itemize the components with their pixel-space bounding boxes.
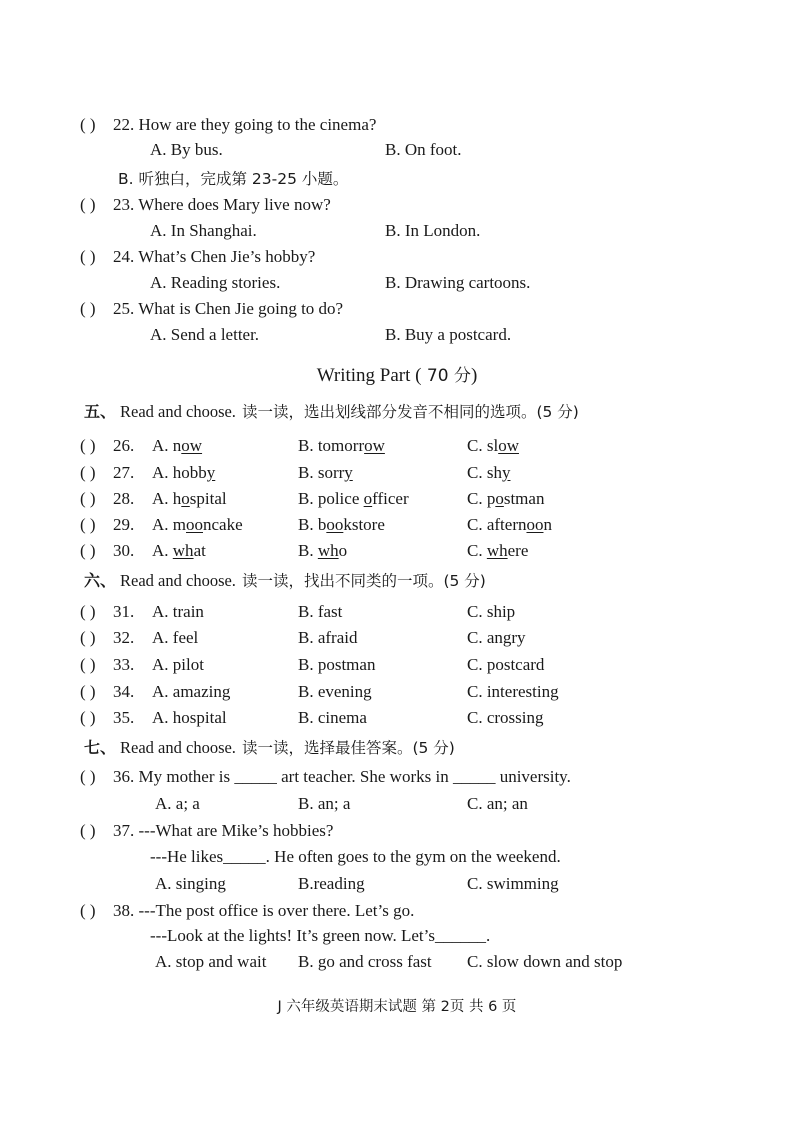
question-24: [0, 248, 794, 270]
answer-blank[interactable]: ( ): [80, 115, 96, 134]
answer-blank[interactable]: ( ): [80, 195, 96, 214]
question-number: 31.: [113, 602, 135, 621]
question-37: [0, 822, 794, 844]
question-30: [0, 542, 794, 564]
question-stem: 24. What’s Chen Jie’s hobby?: [113, 247, 316, 266]
answer-blank[interactable]: ( ): [80, 463, 96, 482]
option-c: C. where: [467, 541, 529, 560]
answer-blank[interactable]: ( ): [80, 628, 96, 647]
answer-blank[interactable]: ( ): [80, 247, 96, 266]
answer-blank[interactable]: ( ): [80, 299, 96, 318]
option-c: C. afternoon: [467, 515, 552, 534]
answer-blank[interactable]: ( ): [80, 541, 96, 560]
option-b: B. bookstore: [298, 515, 385, 534]
option-a: A. what: [152, 541, 206, 560]
option-b: B. sorry: [298, 463, 353, 482]
option-b: B. Drawing cartoons.: [385, 273, 531, 292]
section-7-heading: 七、 Read and choose. 读一读，选择最佳答案。(5 分): [84, 738, 455, 757]
page-footer: J 六年级英语期末试题 第 2页 共 6 页: [277, 999, 517, 1015]
option-b: B. In London.: [385, 221, 481, 240]
option-b: B. tomorrow: [298, 436, 385, 455]
question-36-options: [0, 795, 794, 817]
option-a: A. hospital: [152, 489, 227, 508]
option-b: B. Buy a postcard.: [385, 325, 512, 344]
question-number: 27.: [113, 463, 135, 482]
answer-blank[interactable]: ( ): [80, 682, 96, 701]
question-stem: 38. ---The post office is over there. Let’s go.: [113, 901, 415, 920]
option-a: A. mooncake: [152, 515, 243, 534]
question-35: [0, 709, 794, 731]
question-23-options: [0, 222, 794, 244]
option-c: C. slow down and stop: [467, 952, 623, 971]
option-c: C. crossing: [467, 708, 544, 727]
question-37-options: [0, 875, 794, 897]
part-title: Writing Part ( 70 分): [316, 365, 478, 386]
option-b: B. go and cross fast: [298, 952, 432, 971]
option-c: C. interesting: [467, 682, 559, 701]
question-25: [0, 300, 794, 322]
option-b: B. postman: [298, 655, 376, 674]
option-b: B. evening: [298, 682, 372, 701]
option-a: A. By bus.: [150, 140, 223, 159]
question-38: [0, 902, 794, 924]
question-34: [0, 683, 794, 705]
option-a: A. amazing: [152, 682, 231, 701]
option-a: A. train: [152, 602, 204, 621]
question-24-options: [0, 274, 794, 296]
option-c: C. slow: [467, 436, 519, 455]
option-a: A. a; a: [155, 794, 200, 813]
question-22: [0, 116, 794, 138]
answer-blank[interactable]: ( ): [80, 515, 96, 534]
option-a: A. hospital: [152, 708, 227, 727]
option-a: A. feel: [152, 628, 199, 647]
question-dialogue: ---He likes_____. He often goes to the gym on the weekend.: [150, 847, 561, 866]
question-stem: 23. Where does Mary live now?: [113, 195, 331, 214]
option-b: B. afraid: [298, 628, 358, 647]
answer-blank[interactable]: ( ): [80, 436, 96, 455]
answer-blank[interactable]: ( ): [80, 901, 96, 920]
question-23: [0, 196, 794, 218]
question-27: [0, 464, 794, 486]
question-25-options: [0, 326, 794, 348]
question-number: 33.: [113, 655, 135, 674]
option-c: C. ship: [467, 602, 516, 621]
question-number: 34.: [113, 682, 135, 701]
question-number: 30.: [113, 541, 135, 560]
question-number: 26.: [113, 436, 135, 455]
question-32: [0, 629, 794, 651]
question-number: 32.: [113, 628, 135, 647]
question-29: [0, 516, 794, 538]
option-a: A. singing: [155, 874, 226, 893]
question-33: [0, 656, 794, 678]
option-c: C. postcard: [467, 655, 545, 674]
option-c: C. postman: [467, 489, 545, 508]
option-b: B. police officer: [298, 489, 409, 508]
answer-blank[interactable]: ( ): [80, 821, 96, 840]
question-number: 29.: [113, 515, 135, 534]
option-a: A. In Shanghai.: [150, 221, 257, 240]
question-36: [0, 768, 794, 790]
answer-blank[interactable]: ( ): [80, 767, 96, 786]
option-c: C. angry: [467, 628, 526, 647]
question-number: 28.: [113, 489, 135, 508]
question-37-line2: [0, 848, 794, 870]
question-number: 35.: [113, 708, 135, 727]
question-stem: 36. My mother is _____ art teacher. She works in _____ university.: [113, 767, 571, 786]
option-c: C. shy: [467, 463, 511, 482]
option-a: A. stop and wait: [155, 952, 267, 971]
question-22-options: [0, 141, 794, 163]
option-c: C. swimming: [467, 874, 559, 893]
option-a: A. Reading stories.: [150, 273, 281, 292]
answer-blank[interactable]: ( ): [80, 708, 96, 727]
option-b: B. an; a: [298, 794, 351, 813]
option-a: A. pilot: [152, 655, 204, 674]
option-b: B. On foot.: [385, 140, 462, 159]
question-38-options: [0, 953, 794, 975]
question-stem: 22. How are they going to the cinema?: [113, 115, 377, 134]
answer-blank[interactable]: ( ): [80, 489, 96, 508]
question-dialogue: ---Look at the lights! It’s green now. Let’s______.: [150, 926, 491, 945]
question-38-line2: [0, 927, 794, 949]
answer-blank[interactable]: ( ): [80, 602, 96, 621]
section-6-heading: 六、 Read and choose. 读一读，找出不同类的一项。(5 分): [84, 571, 486, 590]
section-5-heading: 五、 Read and choose. 读一读，选出划线部分发音不相同的选项。(5 分): [84, 402, 579, 421]
question-31: [0, 603, 794, 625]
answer-blank[interactable]: ( ): [80, 655, 96, 674]
subheading-b: B. 听独白，完成第 23-25 小题。: [118, 170, 349, 188]
option-a: A. hobby: [152, 463, 216, 482]
option-b: B. cinema: [298, 708, 367, 727]
option-b: B.reading: [298, 874, 365, 893]
option-a: A. now: [152, 436, 203, 455]
question-28: [0, 490, 794, 512]
option-b: B. who: [298, 541, 348, 560]
question-26: [0, 437, 794, 459]
question-stem: 37. ---What are Mike’s hobbies?: [113, 821, 334, 840]
question-stem: 25. What is Chen Jie going to do?: [113, 299, 344, 318]
option-b: B. fast: [298, 602, 343, 621]
option-c: C. an; an: [467, 794, 528, 813]
option-a: A. Send a letter.: [150, 325, 260, 344]
